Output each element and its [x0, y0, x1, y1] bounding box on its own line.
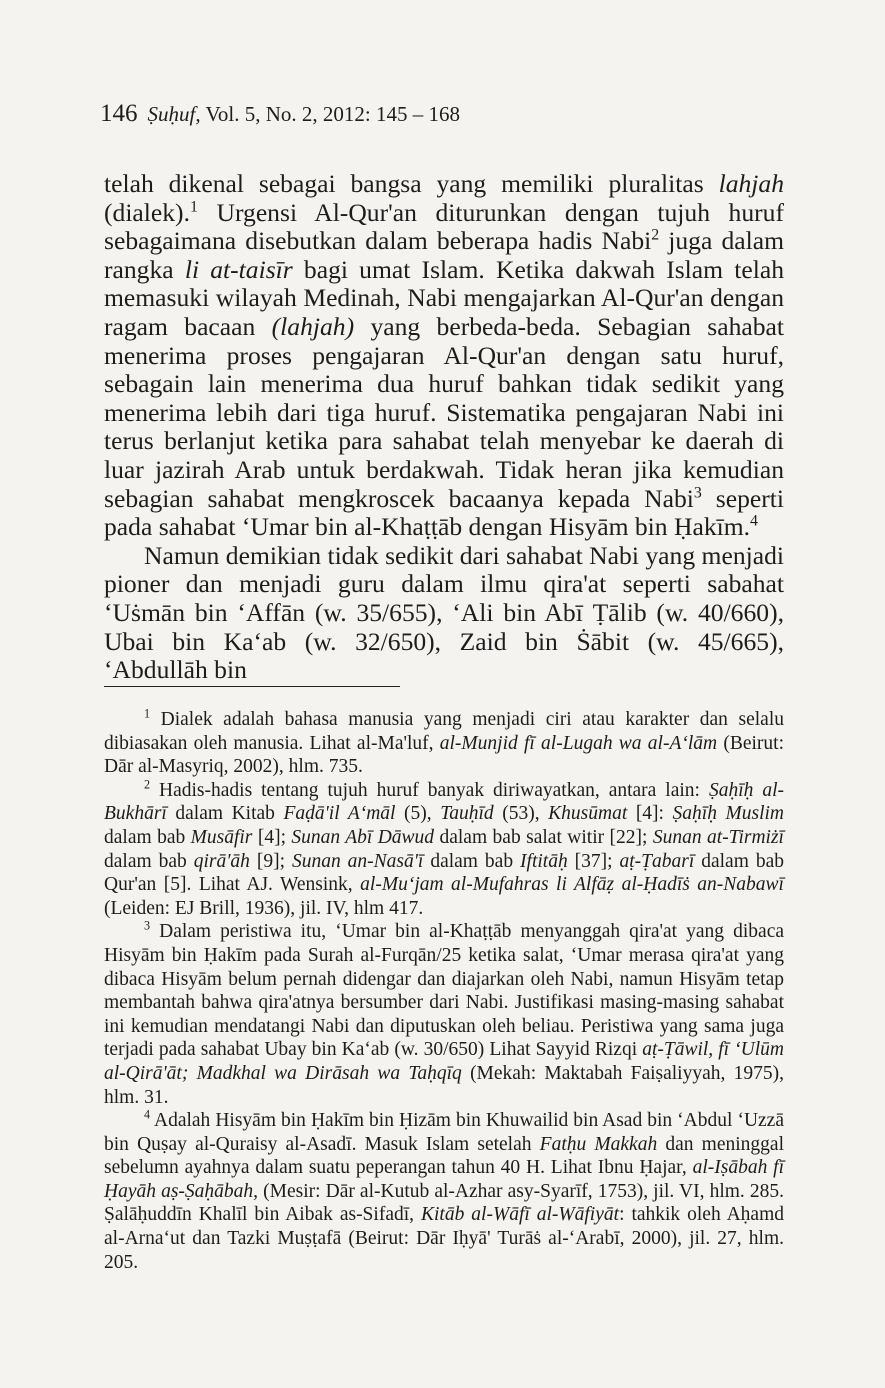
text-run: (dialek). [104, 197, 190, 227]
footnote-number: 3 [144, 918, 151, 933]
footnote-3 [104, 920, 784, 1109]
italic-title: al-Iṣābah fī Ḥayāh aṣ-Ṣaḥābah, [104, 1157, 784, 1202]
italic-title: Kitāb al-Wāfī al-Wāfiyāt [420, 1204, 620, 1226]
text-run: : tahkik oleh Aḥamd al-Arna‘ut dan Tazki Muṣṭafā (Beirut: Dār Iḥyā' Turāṡ al-‘Arabī, 2000), jil. 27, hlm. 205. [104, 1204, 785, 1273]
italic-title: Iftitāḥ [520, 850, 568, 872]
text-run: juga dalam rangka [104, 226, 784, 284]
italic-title: Fatḥu Makkah [539, 1133, 658, 1155]
footnote-ref: 1 [189, 198, 198, 216]
italic-term: lahjah [718, 169, 784, 198]
text-run: dalam bab [104, 826, 191, 848]
text-run: Hadis-hadis tentang tujuh huruf banyak diriwayatkan, antara lain: [150, 779, 709, 801]
italic-title: al-Munjid fī al-Lugah wa al-A‘lām [439, 732, 718, 754]
page-number: 146 [100, 100, 138, 127]
paragraph-2: Namun demikian tidak sedikit dari sahabat Nabi yang menjadi pioner dan menjadi guru dalam ilmu qira'at seperti sabahat ‘Uṡmān bin ‘Affān (w. 35/655), ‘Ali bin Abī Ṭālib (w. 40/660), Ubai bin Ka‘ab (w. 32/650), Zaid bin Ṡābit (w. 45/665), ‘Abdullāh bin [104, 540, 784, 685]
footnote-ref: 2 [651, 226, 660, 244]
italic-title: Ṣaḥīḥ al-Bukhārī [104, 779, 784, 825]
italic-title: Ṣaḥīḥ Muslim [672, 803, 784, 825]
text-run: Urgensi Al-Qur'an diturunkan dengan tujuh huruf sebagaimana disebutkan dalam beberapa hadis Nabi [104, 197, 784, 256]
footnote-ref: 4 [750, 512, 758, 530]
footnote-number: 4 [144, 1107, 151, 1122]
text-run: (53), [493, 803, 549, 825]
footnote-2 [104, 779, 784, 921]
text-run: seperti pada sahabat ‘Umar bin al-Khaṭṭāb dengan Hisyām bin Ḥakīm. [104, 483, 784, 542]
main-text [104, 170, 784, 685]
italic-term: (lahjah) [271, 311, 355, 341]
text-run: (5), [395, 803, 441, 825]
italic-title: aṭ-Ṭabarī [619, 850, 695, 872]
footnote-number: 1 [144, 706, 151, 721]
italic-title: Musāfir [190, 826, 253, 848]
text-run: Dalam peristiwa itu, ‘Umar bin al-Khaṭṭāb menyanggah qira'at yang dibaca Hisyām bin Ḥakīm pada Surah al-Furqān/25 ketika salat, ‘Umar merasa qira'at yang dibaca Hisyām belum pernah didengar dan diajarkan oleh Nabi, namun Hisyām tetap membantah bahwa qira'atnya bersumber dari Nabi. Justifikasi masing-masing sahabat ini kemudian mendatangi Nabi dan diputuskan oleh beliau. Peristiwa yang sama juga terjadi pada sahabat Ubay bin Ka‘ab (w. 30/650) Lihat Sayyid Rizqi [104, 921, 784, 1061]
text-run: [4]; [252, 826, 292, 848]
footnote-4 [104, 1109, 784, 1274]
paragraph-1 [104, 170, 784, 542]
text-run: [9]; [249, 850, 292, 872]
footnote-ref: 3 [693, 484, 702, 501]
journal-citation: Vol. 5, No. 2, 2012: 145 – 168 [205, 102, 461, 126]
running-header [100, 100, 460, 128]
text-run: yang berbeda-beda. Sebagian sahabat menerima proses pengajaran Al-Qur'an dengan satu huruf, sebagain lain menerima dua huruf bahkan tidak sedikit yang menerima lebih dari tiga huruf. Sistematika pengajaran Nabi ini terus berlanjut ketika para sahabat telah menyebar ke daerah di luar jazirah Arab untuk berdakwah. Tidak heran jika kemudian sebagian sahabat mengkroscek bacaanya kepada Nabi [104, 311, 784, 513]
footnote-separator [104, 686, 400, 687]
footnotes [104, 708, 784, 1274]
text-run: (Mekah: Maktabah Faiṣaliyyah, 1975), hlm. 31. [104, 1062, 784, 1108]
text-run: dalam bab Qur'an [5]. Lihat AJ. Wensink, [104, 850, 784, 896]
text-run: Adalah Hisyām bin Ḥakīm bin Ḥizām bin Khuwailid bin Asad bin ‘Abdul ‘Uzzā bin Quṣay al-Quraisy al-Asadī. Masuk Islam setelah [104, 1110, 784, 1155]
italic-title: aṭ-Ṭāwil, fī ‘Ulūm al-Qirā'āt; Madkhal wa Dirāsah wa Taḥqīq [104, 1039, 785, 1084]
italic-title: Tauḥīd [440, 803, 494, 825]
text-run: (Beirut: Dār al-Masyriq, 2002), hlm. 735. [104, 732, 784, 778]
italic-title: Khusūmat [548, 803, 628, 825]
text-run: dalam bab salat witir [22]; [434, 826, 653, 848]
text-run: dalam Kitab [166, 803, 284, 825]
footnote-number: 2 [144, 777, 151, 792]
italic-title: Sunan Abī Dāwud [291, 826, 435, 848]
text-run: [37]; [567, 850, 620, 872]
text-run: dalam bab [423, 850, 521, 872]
italic-title: Faḍā'il A‘māl [283, 803, 396, 825]
text-run: (Leiden: EJ Brill, 1936), jil. IV, hlm 417. [104, 897, 424, 919]
text-run: Dialek adalah bahasa manusia yang menjadi ciri atau karakter dan selalu dibiasakan oleh manusia. Lihat al-Ma'luf, [104, 709, 784, 754]
italic-title: qirā'āh [193, 850, 250, 872]
italic-title: al-Mu‘jam al-Mufahras li Alfāẓ al-Ḥadīṡ an-Nabawī [360, 874, 784, 896]
italic-title: Sunan at-Tirmiżī [652, 826, 784, 848]
italic-term: li at-taisīr [184, 254, 293, 284]
text-run: dalam bab [104, 850, 194, 872]
text-run: dan meninggal sebelumn ayahnya dalam suatu peperangan tahun 40 H. Lihat Ibnu Ḥajar, [104, 1133, 784, 1179]
text-run: [4]: [627, 803, 673, 825]
journal-name: Ṣuḥuf, [147, 102, 201, 126]
italic-title: Sunan an-Nasā'ī [291, 850, 424, 872]
text-run: bagi umat Islam. Ketika dakwah Islam telah memasuki wilayah Medinah, Nabi mengajarkan Al-Qur'an dengan ragam bacaan [104, 254, 784, 341]
text-run: (Mesir: Dār al-Kutub al-Azhar asy-Syarīf, 1753), jil. VI, hlm. 285. Ṣalāḥuddīn Khalīl bin Aibak as-Sifadī, [104, 1180, 784, 1226]
footnote-1 [104, 708, 784, 779]
text-run: telah dikenal sebagai bangsa yang memiliki pluralitas [104, 169, 719, 198]
